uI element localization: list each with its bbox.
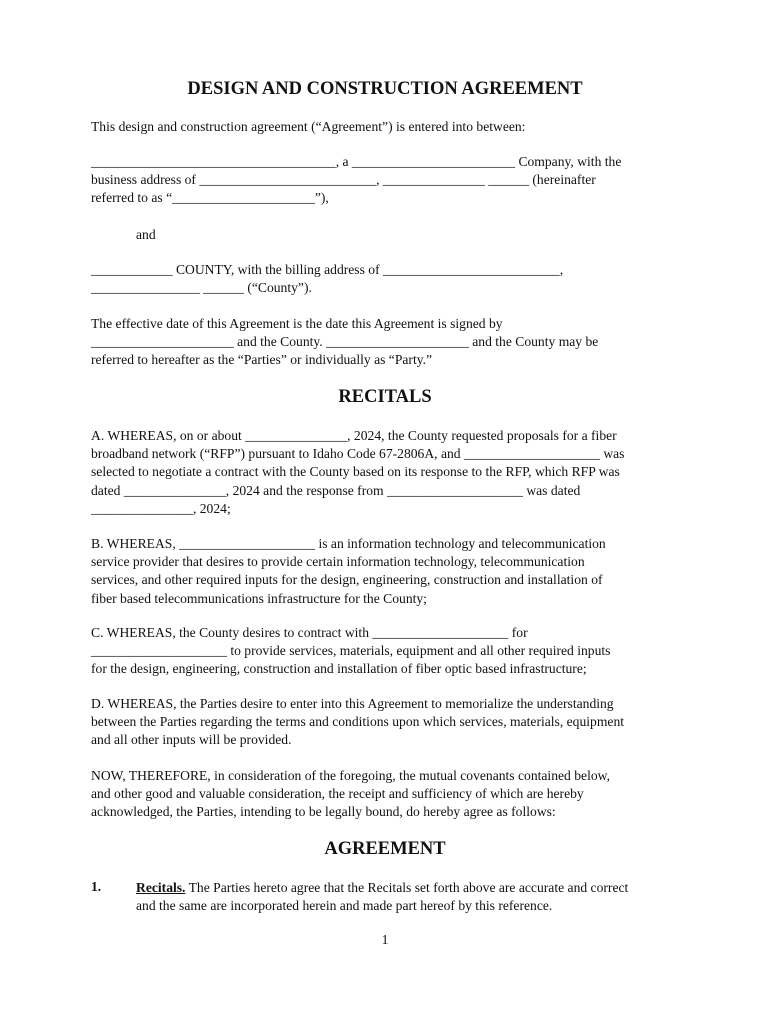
- section-1-paragraph: [136, 879, 680, 915]
- recital-b-paragraph: [91, 535, 680, 608]
- party2-line: ________________ ______ (“County”).: [91, 280, 312, 296]
- recital-a-paragraph: [91, 427, 680, 518]
- document-title: DESIGN AND CONSTRUCTION AGREEMENT: [187, 79, 583, 99]
- now-therefore-line: NOW, THEREFORE, in consideration of the foregoing, the mutual covenants contained below,: [91, 768, 610, 783]
- party1-line: referred to as “_____________________”),: [91, 190, 329, 206]
- recital-d-line: D. WHEREAS, the Parties desire to enter into this Agreement to memorialize the understanding: [91, 696, 614, 711]
- agreement-heading: AGREEMENT: [324, 839, 446, 859]
- recital-c-paragraph: [91, 624, 680, 679]
- recital-b-line: services, and other required inputs for the design, engineering, construction and installation of: [91, 572, 603, 588]
- party2-line: ____________ COUNTY, with the billing address of __________________________,: [91, 262, 564, 277]
- and-word: and: [136, 227, 156, 242]
- recital-a-line: A. WHEREAS, on or about _______________, 2024, the County requested proposals for a fiber: [91, 428, 617, 443]
- recital-a-line: dated _______________, 2024 and the response from ____________________ was dated: [91, 482, 581, 498]
- now-therefore-paragraph: [91, 767, 680, 822]
- recital-c-line: for the design, engineering, construction and installation of fiber optic based infrastructure;: [91, 661, 587, 677]
- now-therefore-line: acknowledged, the Parties, intending to be legally bound, do hereby agree as follows:: [91, 804, 556, 820]
- recital-b-line: B. WHEREAS, ____________________ is an information technology and telecommunication: [91, 536, 606, 551]
- recital-a-line: broadband network (“RFP”) pursuant to Idaho Code 67-2806A, and ____________________ was: [91, 446, 625, 462]
- recital-b-line: fiber based telecommunications infrastructure for the County;: [91, 590, 427, 606]
- recital-b-line: service provider that desires to provide certain information technology, telecommunication: [91, 554, 585, 570]
- effective-line: The effective date of this Agreement is the date this Agreement is signed by: [91, 316, 503, 331]
- recital-d-line: between the Parties regarding the terms and conditions upon which services, materials, equipment: [91, 714, 625, 730]
- page-number: 1: [381, 932, 389, 947]
- section-1-heading: Recitals.: [136, 880, 186, 895]
- recital-d-paragraph: [91, 695, 680, 750]
- section-number: 1.: [91, 879, 102, 894]
- effective-line: _____________________ and the County. _____________________ and the County may be: [91, 334, 599, 350]
- party1-paragraph: [91, 153, 680, 208]
- section-1-line: and the same are incorporated herein and made part hereof by this reference.: [136, 898, 553, 914]
- recital-c-line: ____________________ to provide services, materials, equipment and all other required inputs: [91, 643, 611, 659]
- section-1-text: The Parties hereto agree that the Recitals set forth above are accurate and correct: [185, 880, 629, 895]
- now-therefore-line: and other good and valuable consideration, the receipt and sufficiency of which are hereby: [91, 786, 584, 802]
- and-paragraph: [91, 226, 680, 244]
- effective-date-paragraph: [91, 315, 680, 370]
- party1-line: ____________________________________, a ________________________ Company, with the: [91, 154, 622, 169]
- effective-line: referred to hereafter as the “Parties” or individually as “Party.”: [91, 352, 433, 368]
- party2-paragraph: [91, 261, 680, 297]
- party1-line: business address of __________________________, _______________ ______ (hereinafter: [91, 172, 596, 188]
- recital-c-line: C. WHEREAS, the County desires to contract with ____________________ for: [91, 625, 528, 640]
- recitals-heading: RECITALS: [338, 387, 432, 407]
- recital-d-line: and all other inputs will be provided.: [91, 732, 292, 748]
- intro-paragraph: This design and construction agreement (“Agreement”) is entered into between:: [91, 119, 526, 134]
- recital-a-line: _______________, 2024;: [91, 500, 231, 516]
- recital-a-line: selected to negotiate a contract with the County based on its response to the RFP, which RFP was: [91, 464, 620, 480]
